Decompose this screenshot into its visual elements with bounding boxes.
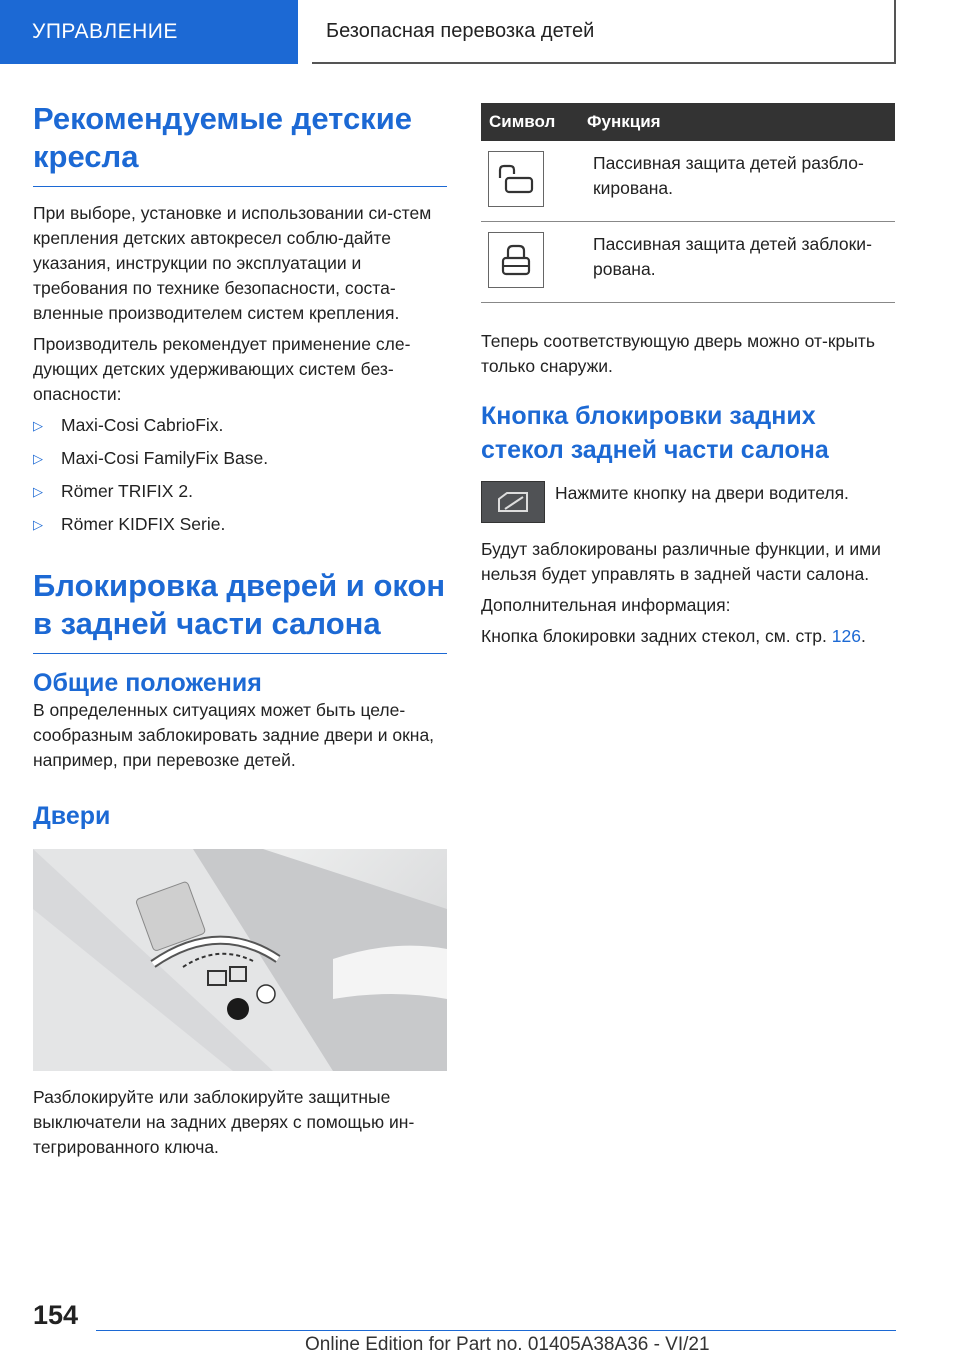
paragraph-doors: Разблокируйте или заблокируйте защитные выключатели на задних дверях с помощью ин-тегрированного ключа. — [33, 1087, 415, 1157]
button-instruction — [481, 481, 895, 523]
triangle-bullet-icon: ▷ — [33, 418, 43, 433]
symbol-table — [481, 103, 895, 303]
paragraph-functions-blocked: Будут заблокированы различные функции, и ими нельзя будет управлять в задней части салона. — [481, 539, 881, 584]
column-header-symbol: Символ — [481, 103, 579, 141]
topic-title: Безопасная перевозка детей — [312, 0, 896, 64]
footer-edition: Online Edition for Part no. 01405A38A36 - VI/21 — [305, 1334, 710, 1355]
table-row — [481, 222, 895, 303]
list-item: ▷ Maxi-Cosi FamilyFix Base. — [33, 446, 447, 471]
left-column — [33, 100, 447, 1166]
paragraph-open-outside: Теперь соответствующую дверь можно от-крыть только снаружи. — [481, 331, 875, 376]
heading-recommended-seats: Рекомендуемые детские кресла — [33, 101, 412, 174]
paragraph-reference: Кнопка блокировки задних стекол, см. стр. 126. — [481, 626, 866, 646]
heading-general: Общие положения — [33, 669, 262, 697]
page-number: 154 — [33, 1300, 79, 1330]
paragraph-press-button: Нажмите кнопку на двери водителя. — [555, 483, 849, 503]
seat-list — [33, 413, 447, 537]
heading-divider — [33, 653, 447, 654]
locked-padlock-icon — [488, 232, 544, 288]
triangle-bullet-icon: ▷ — [33, 484, 43, 499]
list-item: ▷ Maxi-Cosi CabrioFix. — [33, 413, 447, 438]
heading-doors: Двери — [33, 802, 111, 830]
triangle-bullet-icon: ▷ — [33, 517, 43, 532]
triangle-bullet-icon: ▷ — [33, 451, 43, 466]
function-text: Пассивная защита детей разбло-кирована. — [593, 153, 864, 198]
paragraph-seat-selection: При выборе, установке и использовании си-стем крепления детских автокресел соблю-дайте указания, инструкции по эксплуатации и требования по технике безопасности, соста-вленные производителем систем крепления. — [33, 203, 432, 323]
section-tab[interactable]: УПРАВЛЕНИЕ — [0, 0, 298, 64]
heading-window-lock-button: Кнопка блокировки задних стекол задней части салона — [481, 402, 829, 464]
table-row — [481, 141, 895, 222]
heading-divider — [33, 186, 447, 187]
right-column — [481, 103, 895, 655]
door-lock-photo — [33, 849, 447, 1071]
heading-lock-doors-windows: Блокировка дверей и окон в задней части салона — [33, 568, 446, 641]
footer-divider — [96, 1330, 896, 1331]
function-text: Пассивная защита детей заблоки-рована. — [593, 234, 872, 279]
list-item: ▷ Römer TRIFIX 2. — [33, 479, 447, 504]
paragraph-general: В определенных ситуациях может быть целе-сообразным заблокировать задние двери и окна, например, при перевозке детей. — [33, 700, 435, 770]
unlocked-padlock-icon — [488, 151, 544, 207]
window-lock-button-icon — [481, 481, 545, 523]
door-pillar-illustration — [33, 849, 447, 1071]
paragraph-more-info: Дополнительная информация: — [481, 595, 731, 615]
list-item: ▷ Römer KIDFIX Serie. — [33, 512, 447, 537]
column-header-function: Функция — [579, 103, 895, 141]
page-reference-link[interactable]: 126 — [831, 626, 861, 646]
paragraph-manufacturer-recommends: Производитель рекомендует применение сле-дующих детских удерживающих систем без-опасности: — [33, 334, 411, 404]
